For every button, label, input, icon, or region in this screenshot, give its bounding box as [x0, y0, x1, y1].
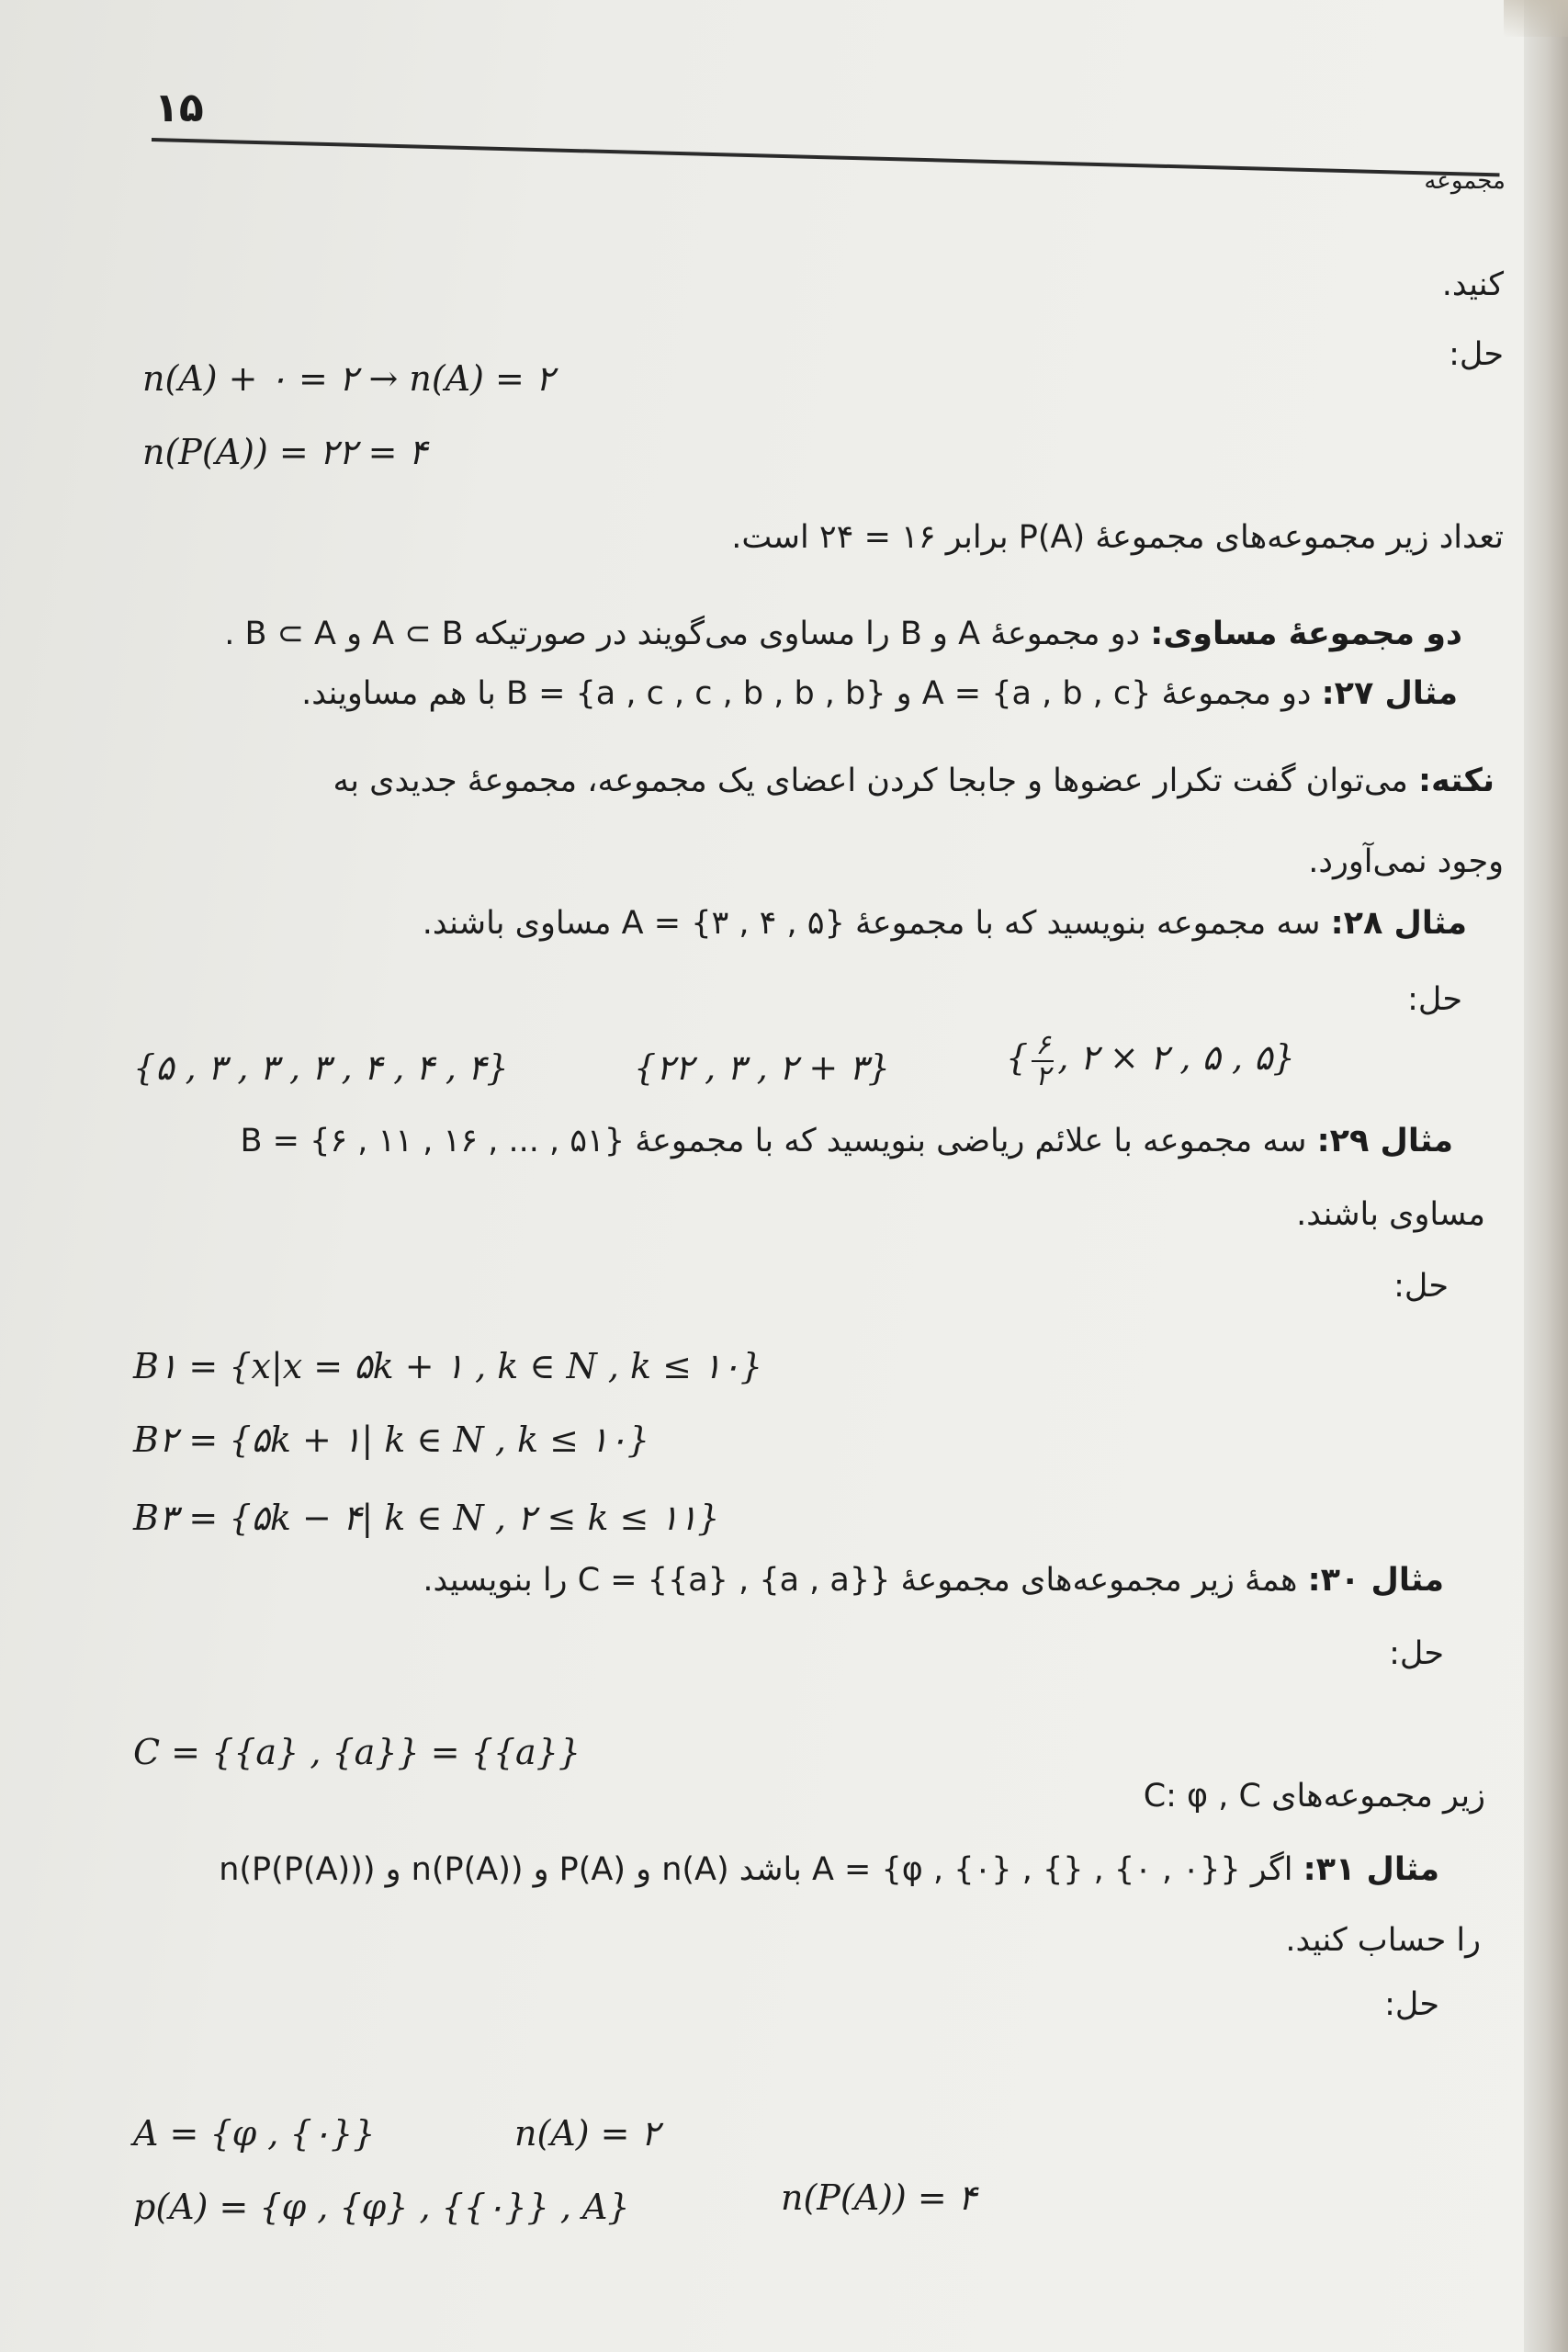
- formula-power-set: p(A) = {φ , {φ} , {{۰}} , A}: [133, 2187, 630, 2227]
- page-corner-shadow: [1504, 0, 1568, 37]
- example-30: [423, 1562, 1444, 1599]
- example-31-text: اگر A = {φ , {۰} , {} , {۰ , ۰}} باشد n(A) و P(A) و n(P(A)) و n(P(P(A))): [219, 1851, 1293, 1888]
- example-27-label: مثال ۲۷:: [1321, 675, 1458, 712]
- set-builder-b3: B۳ = {۵k − ۴| k ∈ N , ۲ ≤ k ≤ ۱۱}: [133, 1498, 720, 1538]
- example-27: [301, 675, 1458, 712]
- example-29-text: سه مجموعه با علائم ریاضی بنویسید که با مجموعهٔ B = {۶ , ۱۱ , ۱۶ , ... , ۵۱}: [240, 1123, 1307, 1159]
- example-28-text: سه مجموعه بنویسید که با مجموعهٔ A = {۳ , ۴ , ۵} مساوی باشند.: [422, 905, 1321, 942]
- page-number: ۱۵: [154, 85, 204, 131]
- set-builder-b1: B۱ = {x|x = ۵k + ۱ , k ∈ N , k ≤ ۱۰}: [133, 1346, 763, 1386]
- formula-n-a: n(A) + ۰ = ۲ → n(A) = ۲: [142, 358, 555, 399]
- equal-set-1: {۵ , ۳ , ۳ , ۳ , ۴ , ۴ , ۴}: [133, 1047, 509, 1088]
- example-29-continuation: مساوی باشند.: [1296, 1196, 1485, 1233]
- equal-set-3-rest: , ۲ × ۲ , ۵ , ۵}: [1057, 1037, 1295, 1078]
- chapter-title: مجموعه: [1424, 167, 1506, 195]
- note: [333, 763, 1495, 799]
- formula-set-a: A = {φ , {۰}}: [133, 2113, 376, 2154]
- example-31: [219, 1851, 1439, 1888]
- note-continuation: وجود نمی‌آورد.: [1308, 843, 1504, 880]
- example-30-label: مثال ۳۰:: [1307, 1562, 1444, 1599]
- formula-n-a-2: n(A) = ۲: [514, 2113, 660, 2154]
- equal-set-3-open: {: [1006, 1037, 1029, 1078]
- set-builder-b2: B۲ = {۵k + ۱| k ∈ N , k ≤ ۱۰}: [133, 1419, 650, 1460]
- note-label: نکته:: [1417, 763, 1495, 799]
- formula-set-c: C = {{a} , {a}} = {{a}}: [133, 1732, 581, 1772]
- fraction-numerator: ۶: [1032, 1031, 1054, 1062]
- header-rule: [152, 138, 1500, 176]
- solution-label-1: حل:: [1449, 336, 1504, 373]
- text-subset-count: تعداد زیر مجموعه‌های مجموعهٔ P(A) برابر ۱۶ = ۲۴ است.: [731, 519, 1504, 556]
- equal-set-2: {۲۲ , ۳ , ۲ + ۳}: [634, 1047, 890, 1088]
- equal-set-3: [1006, 1031, 1295, 1091]
- example-31-label: مثال ۳۱:: [1303, 1851, 1439, 1888]
- example-29-label: مثال ۲۹:: [1316, 1123, 1453, 1159]
- example-30-text: همهٔ زیر مجموعه‌های مجموعهٔ C = {{a} , {a , a}} را بنویسید.: [423, 1562, 1298, 1599]
- example-29: [241, 1123, 1454, 1159]
- solution-label-2: حل:: [1407, 981, 1462, 1018]
- definition-text: دو مجموعهٔ A و B را مساوی می‌گویند در صورتیکه A ⊂ B و B ⊂ A .: [224, 616, 1141, 652]
- solution-label-4: حل:: [1389, 1635, 1444, 1672]
- page-edge-shadow: [1524, 0, 1568, 2352]
- note-text: می‌توان گفت تکرار عضوها و جابجا کردن اعضای یک مجموعه، مجموعهٔ جدیدی به: [333, 763, 1408, 799]
- formula-n-power-set: n(P(A)) = ۴: [781, 2177, 977, 2218]
- definition-equal-sets: [224, 616, 1462, 652]
- definition-label: دو مجموعهٔ مساوی:: [1150, 616, 1462, 652]
- example-28-label: مثال ۲۸:: [1330, 905, 1467, 942]
- text-line-1: کنید.: [1441, 266, 1504, 303]
- solution-label-5: حل:: [1384, 1986, 1439, 2023]
- formula-n-pa: n(P(A)) = ۲۲ = ۴: [142, 432, 428, 472]
- fraction-denominator: ۲: [1035, 1059, 1051, 1092]
- example-27-text: دو مجموعهٔ A = {a , b , c} و B = {a , c , c , b , b , b} با هم مساویند.: [301, 675, 1312, 712]
- example-28: [423, 905, 1467, 942]
- subsets-of-c: زیر مجموعه‌های C: φ , C: [1143, 1778, 1485, 1815]
- example-31-continuation: را حساب کنید.: [1285, 1922, 1481, 1959]
- solution-label-3: حل:: [1393, 1268, 1449, 1305]
- fraction: [1032, 1031, 1054, 1091]
